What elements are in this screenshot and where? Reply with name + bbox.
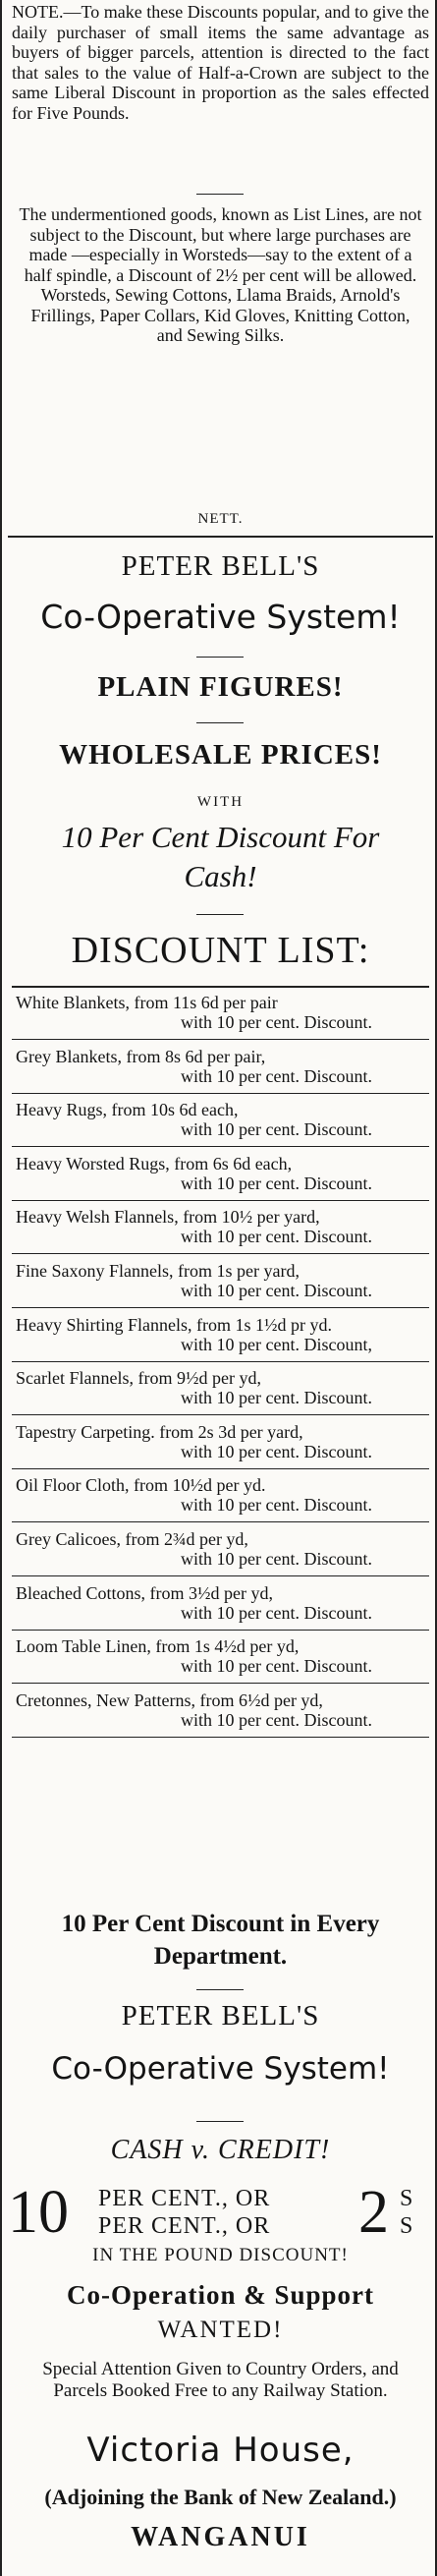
percent-block xyxy=(2,2179,437,2272)
item-description: Heavy Shirting Flannels, from 1s 1½d pr yd. xyxy=(16,1315,332,1335)
item-divider xyxy=(12,1737,429,1738)
discount-list-item xyxy=(16,1100,425,1139)
divider xyxy=(12,986,429,988)
item-divider xyxy=(12,1521,429,1522)
item-divider xyxy=(12,1146,429,1147)
discount-list-item xyxy=(16,1368,425,1407)
store-name-footer: PETER BELL'S xyxy=(121,2000,320,2032)
item-divider xyxy=(12,1039,429,1040)
discount-list-item xyxy=(16,1583,425,1623)
item-description: Tapestry Carpeting. from 2s 3d per yard, xyxy=(16,1422,303,1442)
discount-list-item xyxy=(16,1475,425,1515)
per-cent-line-2: PER CENT., OR xyxy=(98,2213,271,2239)
in-the-pound-line: IN THE POUND DISCOUNT! xyxy=(92,2245,349,2265)
wholesale-prices-heading: WHOLESALE PRICES! xyxy=(59,739,382,771)
wanted-heading: WANTED! xyxy=(157,2317,284,2343)
item-discount-note: with 10 per cent. Discount. xyxy=(181,1012,372,1032)
discount-list-item xyxy=(16,1047,425,1086)
plain-figures-heading: PLAIN FIGURES! xyxy=(97,671,344,703)
discount-list-item xyxy=(16,993,425,1032)
item-discount-note: with 10 per cent. Discount. xyxy=(181,1710,372,1730)
item-divider xyxy=(12,1361,429,1362)
divider xyxy=(196,2121,244,2122)
co-operative-system-footer: Co-Operative System! xyxy=(51,2051,390,2087)
big-two: 2 xyxy=(358,2179,389,2246)
per-cent-line-1: PER CENT., OR xyxy=(98,2186,271,2211)
adjoining-bank-line: (Adjoining the Bank of New Zealand.) xyxy=(44,2485,397,2509)
every-department-line-2: Department. xyxy=(153,1943,288,1970)
item-discount-note: with 10 per cent. Discount. xyxy=(181,1603,372,1623)
discount-list-item xyxy=(16,1315,425,1354)
divider xyxy=(196,914,244,915)
divider xyxy=(196,1989,244,1990)
item-divider xyxy=(12,1307,429,1308)
co-operation-heading: Co-Operation & Support xyxy=(66,2280,374,2310)
item-discount-note: with 10 per cent. Discount. xyxy=(181,1281,372,1300)
discount-list-item xyxy=(16,1422,425,1461)
item-divider xyxy=(12,1630,429,1631)
discount-list-heading: DISCOUNT LIST: xyxy=(71,930,370,971)
victoria-house-heading: Victoria House, xyxy=(86,2431,355,2470)
item-discount-note: with 10 per cent. Discount. xyxy=(181,1656,372,1676)
item-discount-note: with 10 per cent. Discount. xyxy=(181,1119,372,1139)
town-name: WANGANUI xyxy=(131,2522,310,2552)
with-label: WITH xyxy=(196,794,245,810)
item-description: Heavy Welsh Flannels, from 10½ per yard, xyxy=(16,1207,320,1227)
discount-list-item xyxy=(16,1207,425,1246)
item-discount-note: with 10 per cent. Discount. xyxy=(181,1549,372,1569)
item-divider xyxy=(12,1200,429,1201)
item-discount-note: with 10 per cent. Discount. xyxy=(181,1174,372,1193)
item-description: Heavy Rugs, from 10s 6d each, xyxy=(16,1100,239,1119)
item-discount-note: with 10 per cent. Discount, xyxy=(181,1335,372,1354)
item-description: Grey Calicoes, from 2¾d per yd, xyxy=(16,1529,248,1549)
store-name: PETER BELL'S xyxy=(121,550,320,582)
s-bottom: S xyxy=(400,2213,413,2239)
item-divider xyxy=(12,1683,429,1684)
nett-label: NETT. xyxy=(197,511,244,527)
item-description: Grey Blankets, from 8s 6d per pair, xyxy=(16,1047,266,1066)
item-description: White Blankets, from 11s 6d per pair xyxy=(16,993,278,1012)
divider xyxy=(196,657,244,658)
item-description: Loom Table Linen, from 1s 4½d per yd, xyxy=(16,1636,300,1656)
item-divider xyxy=(12,1414,429,1415)
item-description: Heavy Worsted Rugs, from 6s 6d each, xyxy=(16,1154,293,1174)
item-description: Oil Floor Cloth, from 10½d per yd. xyxy=(16,1475,266,1495)
item-discount-note: with 10 per cent. Discount. xyxy=(181,1495,372,1515)
note-paragraph: NOTE.—To make these Discounts popular, and to give the daily purchaser of small items the same advantage as buyers of bigger parcels, attention is directed to the fact that sales to the value of Half-a-Crown are subject to the same Liberal Discount in proportion as the sales effected for Five Pounds. xyxy=(12,2,429,123)
divider xyxy=(8,536,433,538)
item-description: Bleached Cottons, from 3½d per yd, xyxy=(16,1583,273,1603)
cash-v-credit-heading: CASH v. CREDIT! xyxy=(110,2135,331,2165)
item-description: Cretonnes, New Patterns, from 6½d per yd, xyxy=(16,1690,323,1710)
divider xyxy=(196,722,244,723)
item-divider xyxy=(12,1093,429,1094)
item-discount-note: with 10 per cent. Discount. xyxy=(181,1066,372,1086)
discount-list-item xyxy=(16,1261,425,1300)
discount-list-item xyxy=(16,1529,425,1569)
discount-list-item xyxy=(16,1636,425,1676)
item-description: Scarlet Flannels, from 9½d per yd, xyxy=(16,1368,261,1388)
list-lines-text: The undermentioned goods, known as List Lines, are not subject to the Discount, but where large purchases are made —especially in Worsteds—say to the extent of a half spindle, a Discount of 2½ per cent will be allowed. Worsteds, Sewing Cottons, Llama Braids, Arnold's Frillings, Paper Collars, Kid Gloves, Knitting Cotton, and Sewing Silks. xyxy=(19,204,422,345)
divider xyxy=(196,194,244,195)
special-attention-paragraph: Special Attention Given to Country Orders, and Parcels Booked Free to any Railway Station. xyxy=(42,2359,399,2401)
every-department-line-1: 10 Per Cent Discount in Every xyxy=(61,1911,380,1937)
discount-for-cash-heading: 10 Per Cent Discount For Cash! xyxy=(61,820,380,893)
item-discount-note: with 10 per cent. Discount. xyxy=(181,1388,372,1407)
item-divider xyxy=(12,1575,429,1576)
item-discount-note: with 10 per cent. Discount. xyxy=(181,1227,372,1246)
discount-list-item xyxy=(16,1154,425,1193)
big-ten: 10 xyxy=(8,2179,69,2246)
co-operative-system-heading: Co-Operative System! xyxy=(40,598,401,636)
item-discount-note: with 10 per cent. Discount. xyxy=(181,1442,372,1461)
list-lines-paragraph xyxy=(2,204,437,346)
discount-list-item xyxy=(16,1690,425,1730)
item-divider xyxy=(12,1253,429,1254)
item-divider xyxy=(12,1468,429,1469)
item-description: Fine Saxony Flannels, from 1s per yard, xyxy=(16,1261,300,1281)
s-top: S xyxy=(400,2186,413,2211)
